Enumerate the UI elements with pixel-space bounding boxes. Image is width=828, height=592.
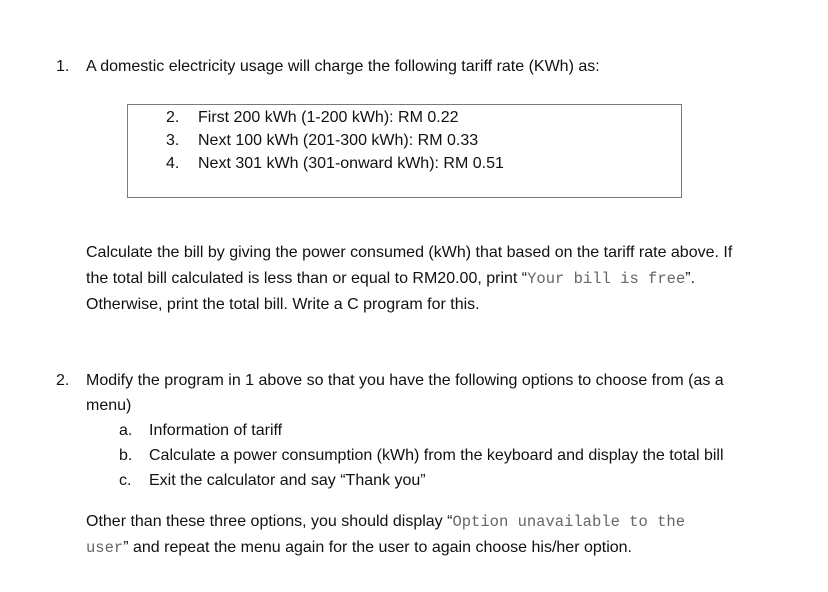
paragraph-line: Calculate the bill by giving the power consumed (kWh) that based on the tariff rate above. If bbox=[86, 244, 733, 261]
code-text: Your bill is free bbox=[527, 270, 686, 288]
text: ”. bbox=[685, 270, 696, 287]
tariff-item-number: 2. bbox=[166, 109, 180, 126]
question-1-number: 1. bbox=[56, 58, 70, 75]
tariff-item-text: First 200 kWh (1-200 kWh): RM 0.22 bbox=[198, 109, 459, 126]
menu-option-text: Exit the calculator and say “Thank you” bbox=[149, 472, 426, 489]
paragraph-line: Otherwise, print the total bill. Write a C program for this. bbox=[86, 296, 480, 313]
paragraph-line: menu) bbox=[86, 397, 132, 414]
paragraph-line bbox=[86, 509, 685, 535]
menu-option-text: Information of tariff bbox=[149, 422, 283, 439]
tariff-item-text: Next 100 kWh (201-300 kWh): RM 0.33 bbox=[198, 132, 479, 149]
question-2-intro bbox=[86, 368, 724, 418]
question-2-paragraph bbox=[86, 509, 685, 561]
paragraph-line bbox=[86, 535, 685, 561]
paragraph-line: Modify the program in 1 above so that you have the following options to choose from (as a bbox=[86, 372, 724, 389]
menu-option-text: Calculate a power consumption (kWh) from the keyboard and display the total bill bbox=[149, 447, 724, 464]
menu-option-letter: c. bbox=[119, 472, 132, 489]
tariff-item-number: 3. bbox=[166, 132, 180, 149]
text: Other than these three options, you should display “ bbox=[86, 513, 453, 530]
menu-option-letter: b. bbox=[119, 447, 133, 464]
question-1-paragraph bbox=[86, 240, 732, 318]
question-2-number: 2. bbox=[56, 372, 70, 389]
code-text: Option unavailable to the bbox=[452, 513, 685, 531]
text: ” and repeat the menu again for the user to again choose his/her option. bbox=[123, 539, 632, 556]
text: the total bill calculated is less than or equal to RM20.00, print “ bbox=[86, 270, 528, 287]
code-text: user bbox=[86, 539, 124, 557]
question-1-title: A domestic electricity usage will charge the following tariff rate (KWh) as: bbox=[86, 58, 600, 75]
tariff-item-text: Next 301 kWh (301-onward kWh): RM 0.51 bbox=[198, 155, 504, 172]
paragraph-line bbox=[86, 266, 732, 292]
menu-option-letter: a. bbox=[119, 422, 133, 439]
tariff-item-number: 4. bbox=[166, 155, 180, 172]
